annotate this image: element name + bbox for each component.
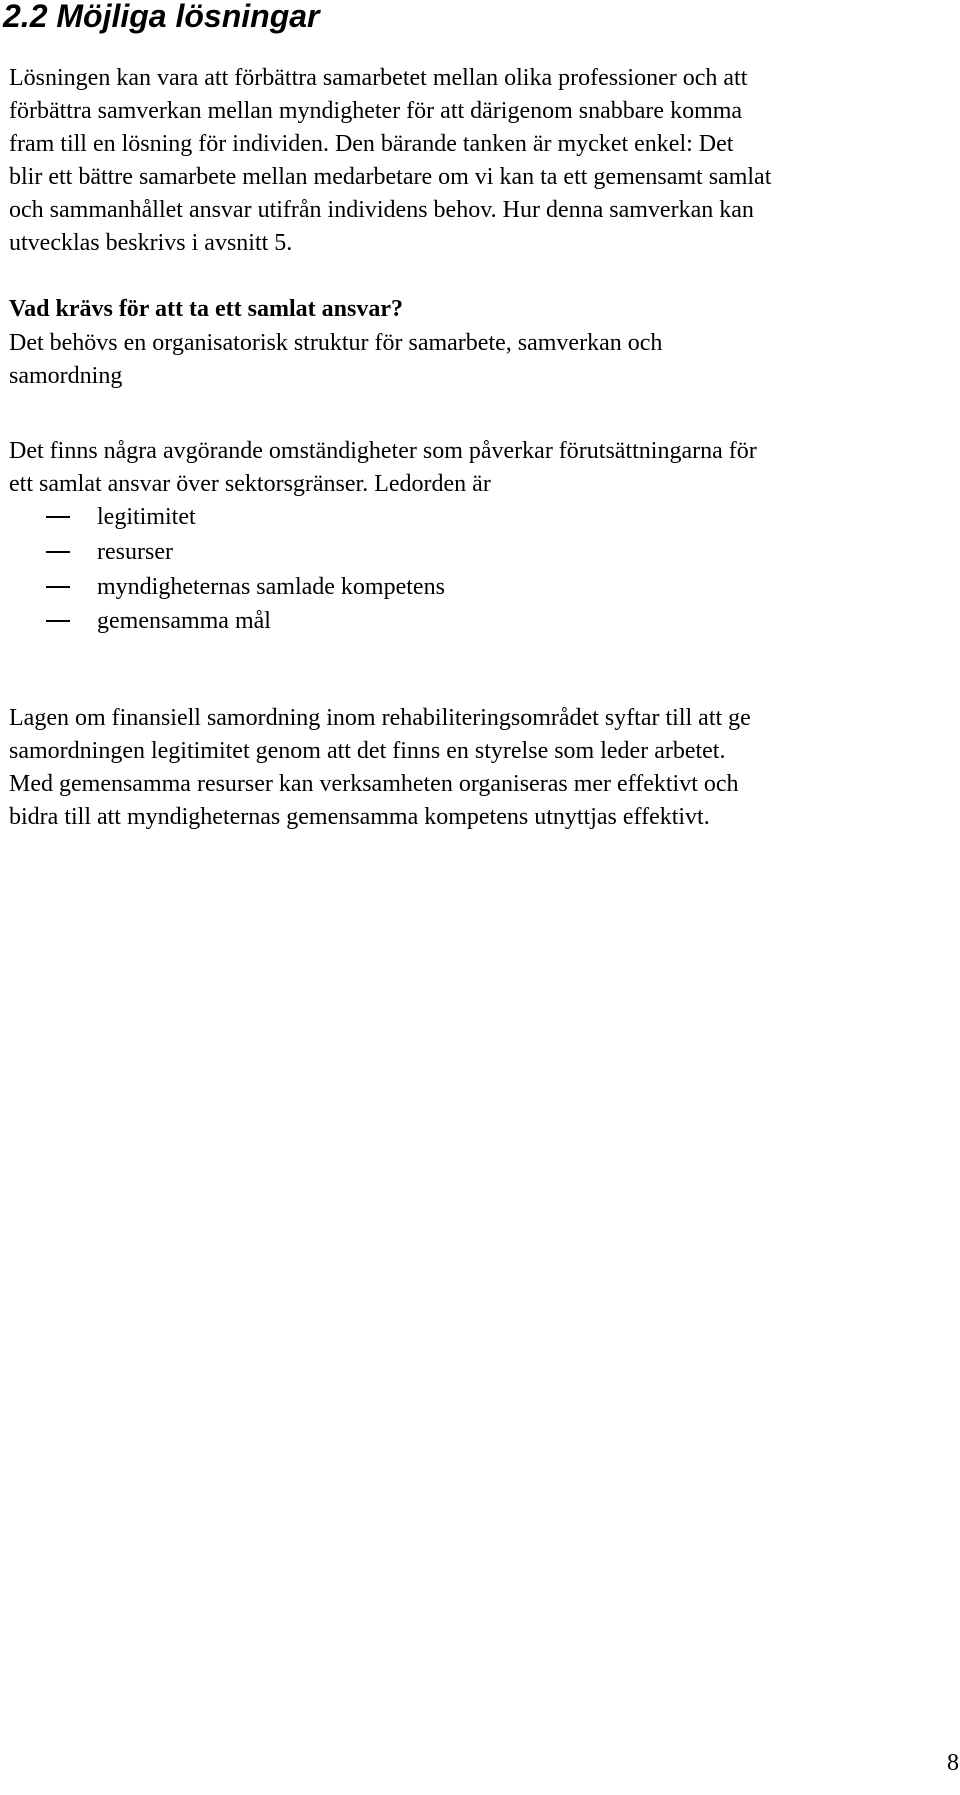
subheading: Vad krävs för att ta ett samlat ansvar? [9, 296, 403, 322]
paragraph-2-line-1: Det behövs en organisatorisk struktur för samarbete, samverkan och [9, 330, 663, 356]
paragraph-1-line-5: och sammanhållet ansvar utifrån individens behov. Hur denna samverkan kan [9, 197, 754, 223]
dash-bullet-icon [46, 586, 70, 588]
paragraph-1-line-2: förbättra samverkan mellan myndigheter för att därigenom snabbare komma [9, 98, 743, 124]
page-number: 8 [947, 1750, 959, 1776]
keyword-text: resurser [97, 539, 173, 565]
paragraph-3-line-1: Det finns några avgörande omständigheter som påverkar förutsättningarna för [9, 438, 757, 464]
paragraph-1-line-1: Lösningen kan vara att förbättra samarbetet mellan olika professioner och att [9, 65, 748, 91]
dash-bullet-icon [46, 516, 70, 518]
paragraph-4-line-2: samordningen legitimitet genom att det finns en styrelse som leder arbetet. [9, 738, 726, 764]
section-heading: 2.2 Möjliga lösningar [3, 0, 320, 34]
keyword-text: gemensamma mål [97, 608, 271, 634]
paragraph-3-line-2: ett samlat ansvar över sektorsgränser. Ledorden är [9, 471, 491, 497]
keyword-text: legitimitet [97, 504, 196, 530]
keyword-text: myndigheternas samlade kompetens [97, 574, 445, 600]
dash-bullet-icon [46, 551, 70, 553]
paragraph-4-line-3: Med gemensamma resurser kan verksamheten organiseras mer effektivt och [9, 771, 739, 797]
paragraph-1-line-4: blir ett bättre samarbete mellan medarbetare om vi kan ta ett gemensamt samlat [9, 164, 772, 190]
paragraph-4-line-4: bidra till att myndigheternas gemensamma kompetens utnyttjas effektivt. [9, 804, 710, 830]
dash-bullet-icon [46, 620, 70, 622]
paragraph-1-line-3: fram till en lösning för individen. Den bärande tanken är mycket enkel: Det [9, 131, 734, 157]
paragraph-2-line-2: samordning [9, 363, 123, 389]
paragraph-1-line-6: utvecklas beskrivs i avsnitt 5. [9, 230, 293, 256]
paragraph-4-line-1: Lagen om finansiell samordning inom rehabiliteringsområdet syftar till att ge [9, 705, 751, 731]
